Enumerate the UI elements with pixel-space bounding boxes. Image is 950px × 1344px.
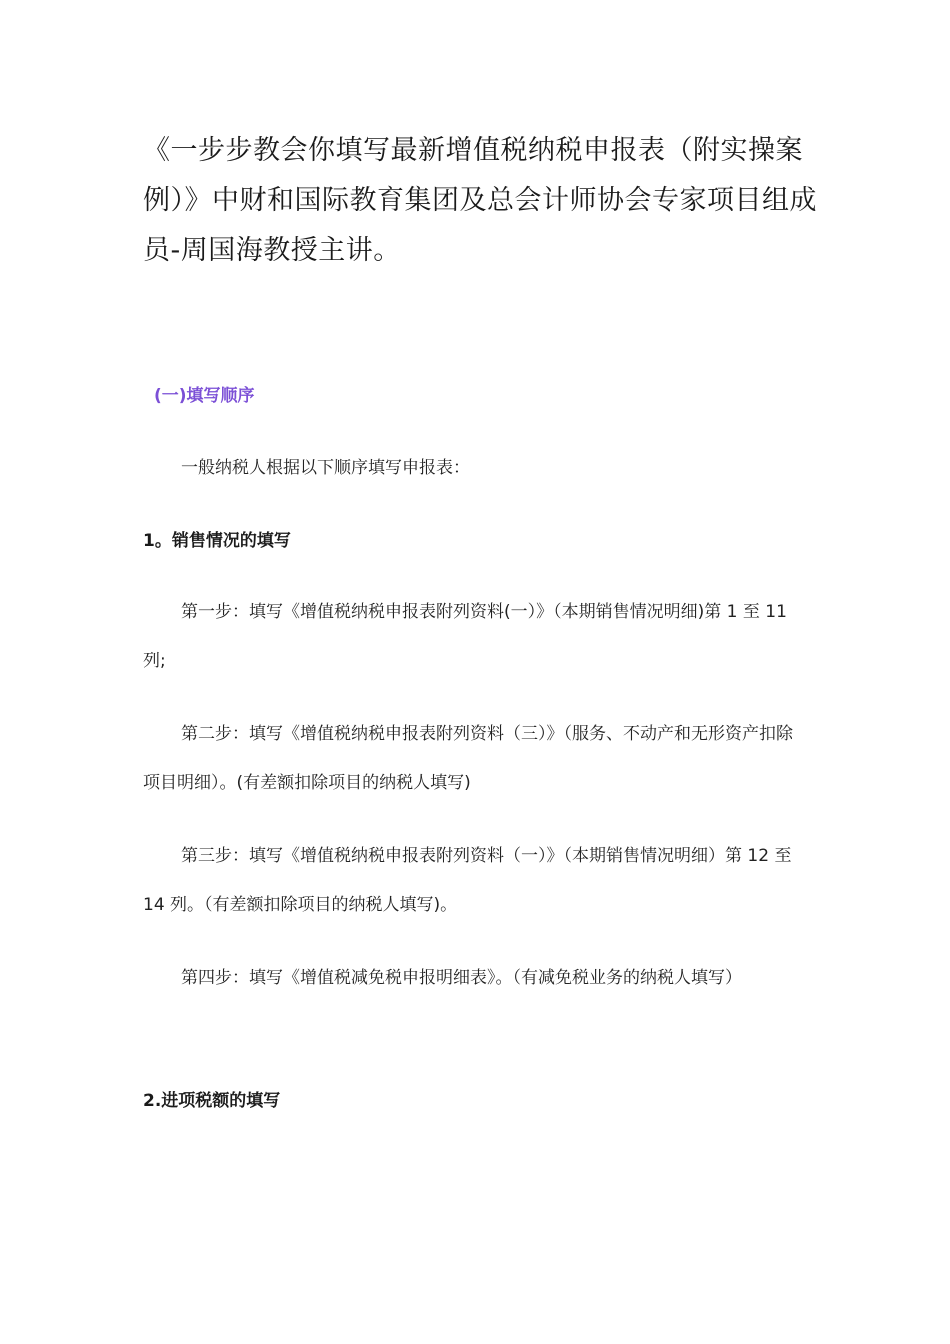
step-paragraph-2: 第二步：填写《增值税纳税申报表附列资料（三）》（服务、不动产和无形资产扣除项目明细）。(有差额扣除项目的纳税人填写) [143, 724, 793, 793]
section-heading-fill-order: (一)填写顺序 [154, 386, 255, 406]
step-paragraph-3: 第三步：填写《增值税纳税申报表附列资料（一）》（本期销售情况明细）第 12 至 14 列。（有差额扣除项目的纳税人填写)。 [143, 846, 792, 915]
step-paragraph-1: 第一步：填写《增值税纳税申报表附列资料(一）》（本期销售情况明细)第 1 至 11 列; [143, 602, 787, 671]
intro-paragraph: 一般纳税人根据以下顺序填写申报表： [181, 458, 470, 478]
sales-heading: 1。销售情况的填写 [143, 531, 291, 551]
document-title: 《一步步教会你填写最新增值税纳税申报表（附实操案例）》中财和国际教育集团及总会计师协会专家项目组成员-周国海教授主讲。 [143, 135, 817, 266]
step-paragraph-4: 第四步：填写《增值税减免税申报明细表》。（有减免税业务的纳税人填写） [181, 968, 742, 988]
input-tax-heading: 2.进项税额的填写 [143, 1091, 281, 1111]
